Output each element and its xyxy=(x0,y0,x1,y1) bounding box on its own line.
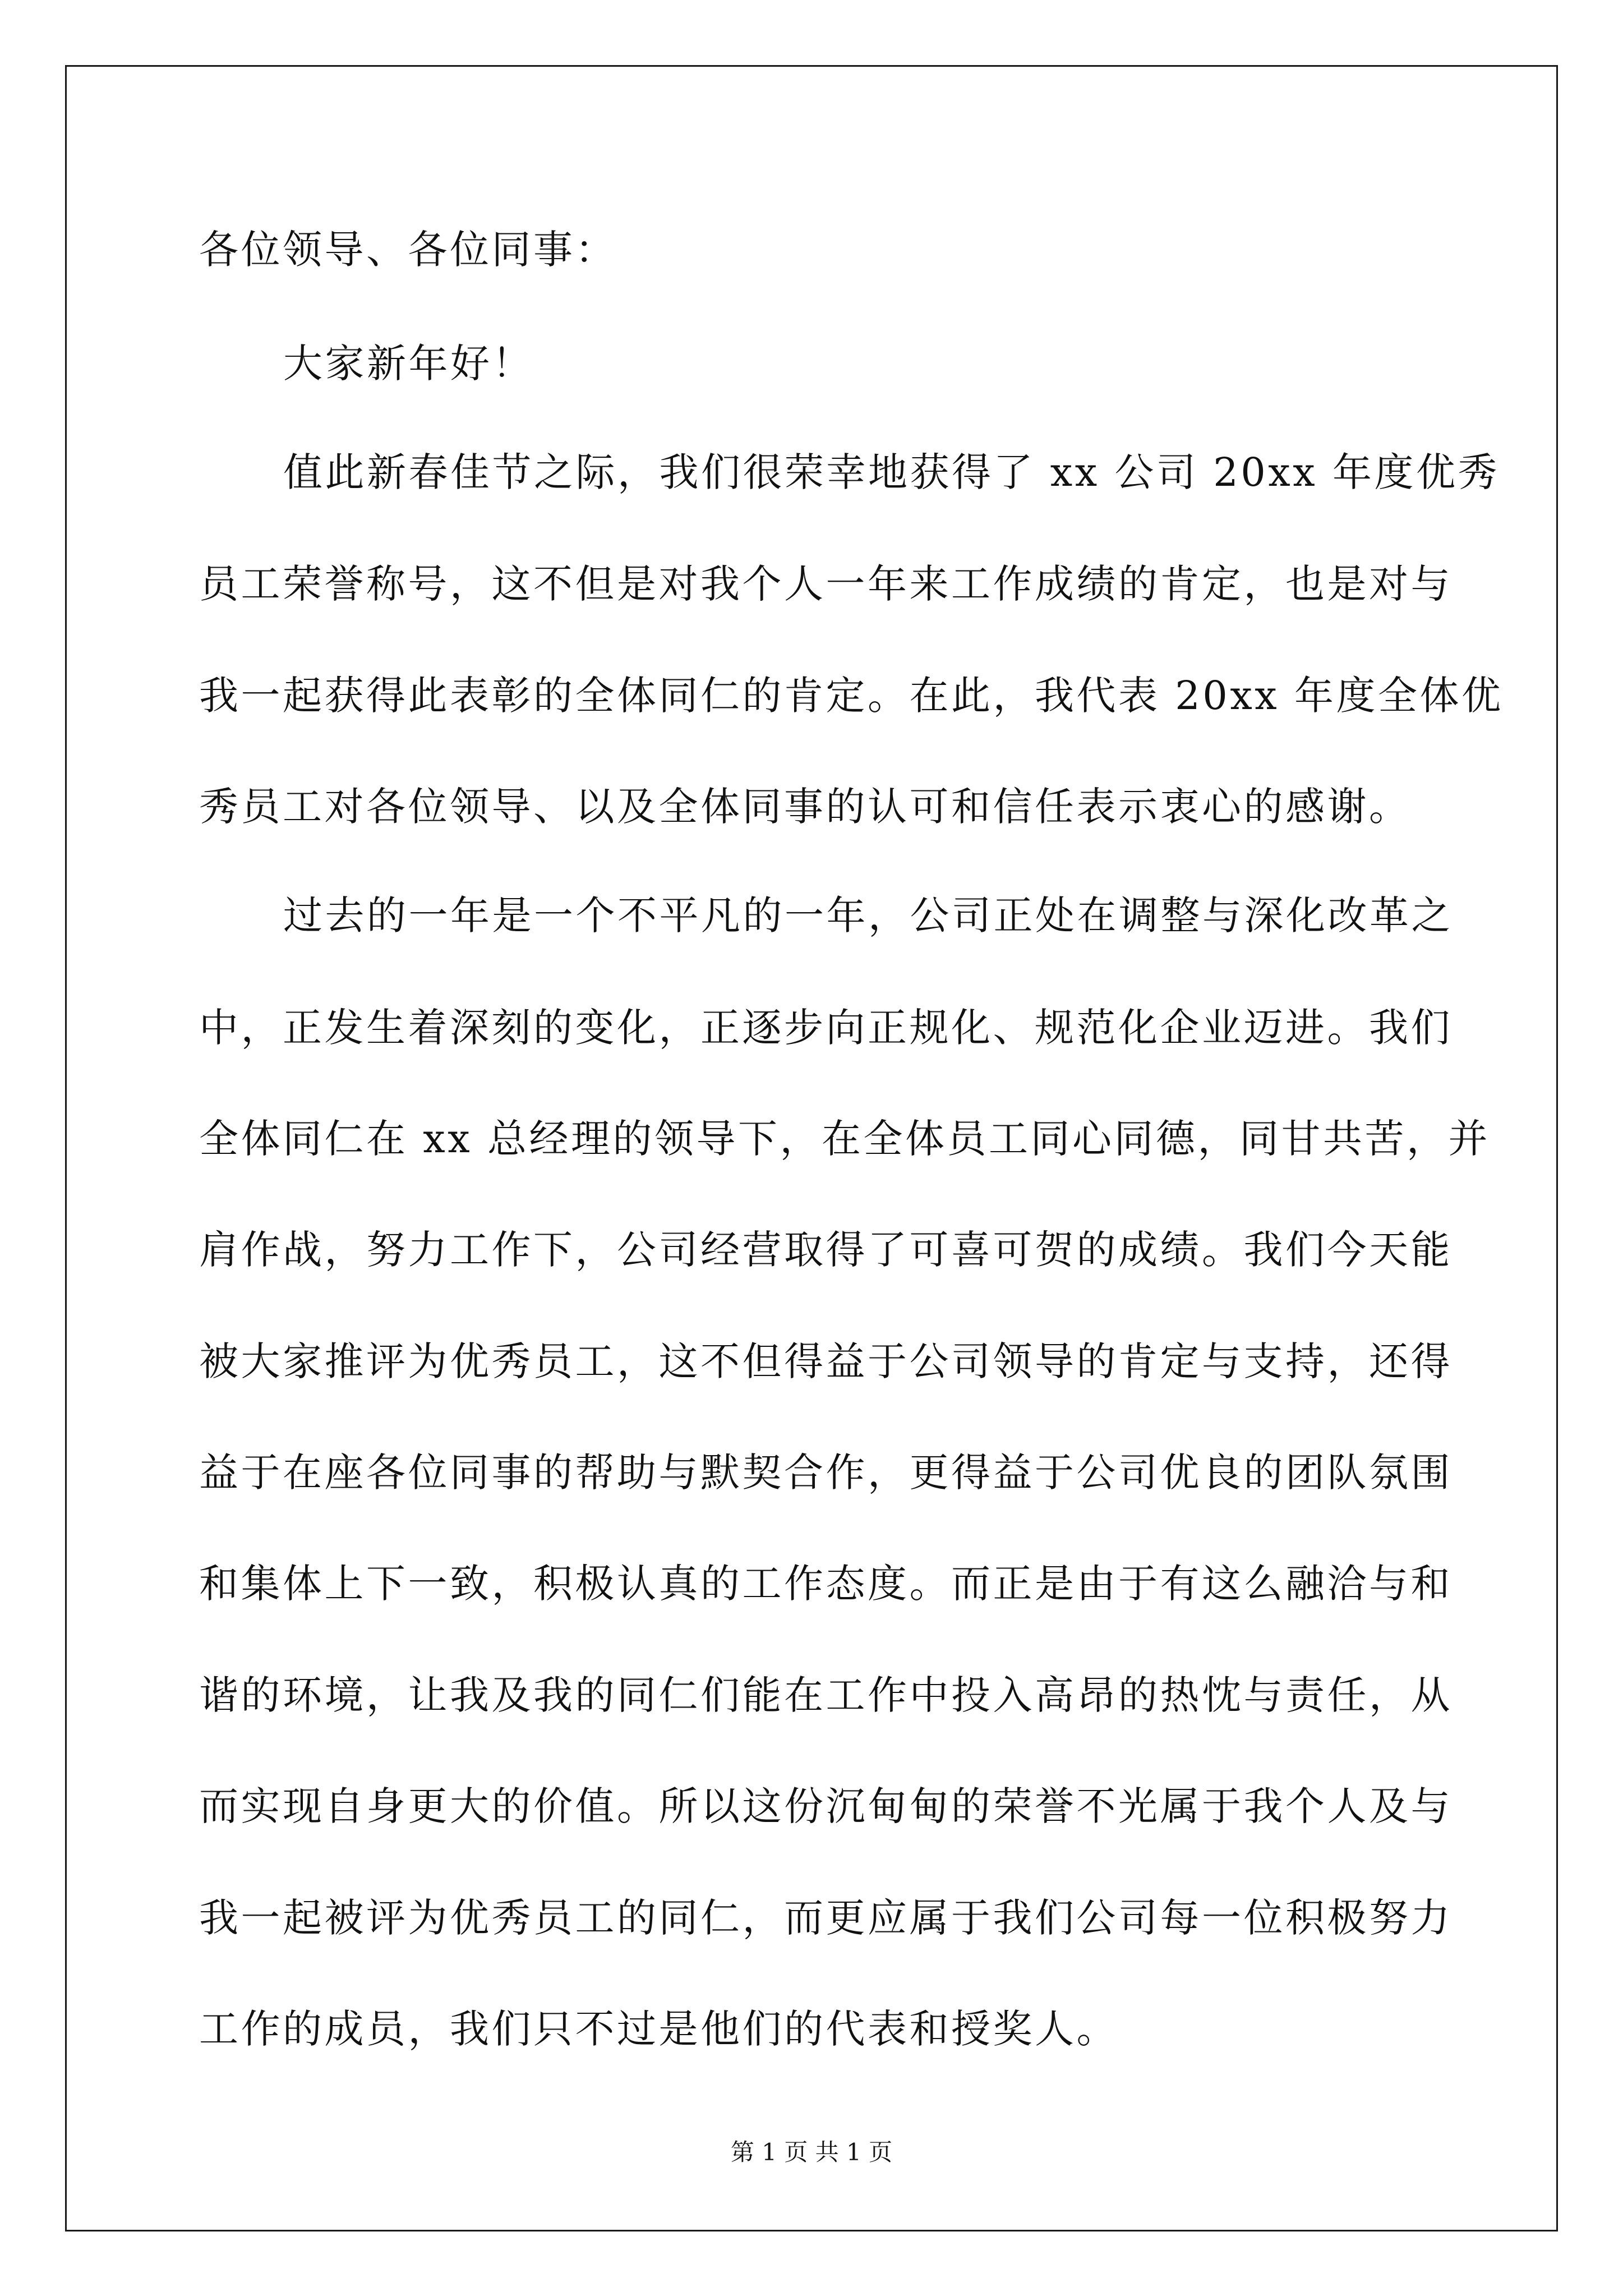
salutation-line: 大家新年好！ xyxy=(283,341,534,386)
paragraph-2-line: 谐的环境，让我及我的同仁们能在工作中投入高昂的热忱与责任，从 xyxy=(199,1672,1453,1718)
paragraph-2-line: 工作的成员，我们只不过是他们的代表和授奖人。 xyxy=(199,2006,1118,2052)
paragraph-2-line: 过去的一年是一个不平凡的一年，公司正处在调整与深化改革之 xyxy=(283,892,1453,938)
paragraph-2-line: 全体同仁在 xx 总经理的领导下，在全体员工同心同德，同甘共苦，并 xyxy=(199,1116,1490,1162)
paragraph-1-line: 秀员工对各位领导、以及全体同事的认可和信任表示衷心的感谢。 xyxy=(199,784,1411,830)
page-number-footer: 第 1 页 共 1 页 xyxy=(730,2138,893,2166)
paragraph-1-line: 我一起获得此表彰的全体同仁的肯定。在此，我代表 20xx 年度全体优 xyxy=(199,673,1504,719)
paragraph-1-line: 员工荣誉称号，这不但是对我个人一年来工作成绩的肯定，也是对与 xyxy=(199,561,1453,607)
paragraph-2-line: 我一起被评为优秀员工的同仁，而更应属于我们公司每一位积极努力 xyxy=(199,1895,1453,1941)
greeting-line: 各位领导、各位同事： xyxy=(199,227,617,273)
paragraph-2-line: 被大家推评为优秀员工，这不但得益于公司领导的肯定与支持，还得 xyxy=(199,1338,1453,1384)
paragraph-1-line: 值此新春佳节之际，我们很荣幸地获得了 xx 公司 20xx 年度优秀 xyxy=(283,449,1500,495)
paragraph-2-line: 而实现自身更大的价值。所以这份沉甸甸的荣誉不光属于我个人及与 xyxy=(199,1783,1453,1829)
paragraph-2-line: 肩作战，努力工作下，公司经营取得了可喜可贺的成绩。我们今天能 xyxy=(199,1227,1453,1273)
paragraph-2-line: 益于在座各位同事的帮助与默契合作，更得益于公司优良的团队氛围 xyxy=(199,1450,1453,1496)
paragraph-2-line: 和集体上下一致，积极认真的工作态度。而正是由于有这么融洽与和 xyxy=(199,1561,1453,1607)
paragraph-2-line: 中，正发生着深刻的变化，正逐步向正规化、规范化企业迈进。我们 xyxy=(199,1005,1453,1051)
